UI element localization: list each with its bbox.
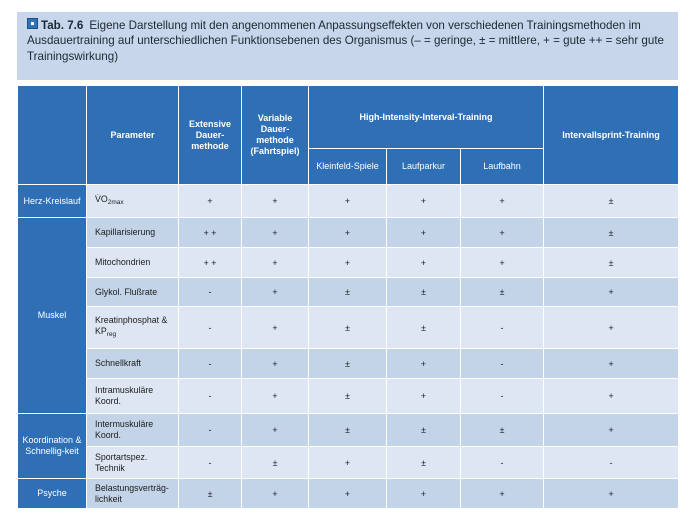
param-cell: Sportartspez. Technik	[87, 447, 179, 479]
header-extensive: Extensive Dauer-methode	[179, 86, 242, 185]
value-cell: -	[179, 447, 242, 479]
value-cell: ±	[309, 349, 387, 379]
header-parameter: Parameter	[87, 86, 179, 185]
group-psyche: Psyche	[18, 479, 87, 509]
value-cell: ±	[179, 479, 242, 509]
value-cell: -	[461, 307, 544, 349]
value-cell: -	[179, 379, 242, 414]
value-cell: +	[387, 248, 461, 278]
caption-label: Tab. 7.6	[41, 19, 84, 32]
param-cell: $V̇O_{2max}$	[87, 185, 179, 218]
value-cell: +	[544, 379, 679, 414]
value-cell: +	[461, 479, 544, 509]
value-cell: +	[461, 185, 544, 218]
caption-text: Eigene Darstellung mit den angenommenen Anpassungseffekten von verschiedenen Trainingsmethoden im Ausdauertraining auf unterschiedlichen Funktionsebenen des Organismus (– = geringe, ± = mittlere, + = gute ++ = sehr gute Trainingswirkung)	[27, 19, 664, 63]
value-cell: +	[387, 218, 461, 248]
value-cell: ±	[309, 414, 387, 447]
value-cell: -	[179, 349, 242, 379]
value-cell: +	[387, 379, 461, 414]
table-row	[18, 307, 679, 349]
param-cell: Intramuskuläre Koord.	[87, 379, 179, 414]
header-hiit-laufparkur: Laufparkur	[387, 149, 461, 185]
param-cell: Glykol. Flußrate	[87, 278, 179, 307]
value-cell: +	[387, 349, 461, 379]
header-hiit-laufbahn: Laufbahn	[461, 149, 544, 185]
table-row	[18, 447, 679, 479]
value-cell: +	[242, 278, 309, 307]
value-cell: -	[179, 278, 242, 307]
value-cell: -	[461, 349, 544, 379]
value-cell: -	[544, 447, 679, 479]
param-cell: Mitochondrien	[87, 248, 179, 278]
header-group-cell	[18, 86, 87, 185]
header-hiit-kleinfeld: Kleinfeld-Spiele	[309, 149, 387, 185]
value-cell: + +	[179, 218, 242, 248]
value-cell: ±	[387, 278, 461, 307]
value-cell: +	[242, 185, 309, 218]
value-cell: ±	[309, 379, 387, 414]
value-cell: ±	[461, 414, 544, 447]
value-cell: +	[242, 479, 309, 509]
value-cell: +	[179, 185, 242, 218]
value-cell: ±	[309, 278, 387, 307]
value-cell: +	[309, 479, 387, 509]
table-row	[18, 185, 679, 218]
value-cell: ±	[242, 447, 309, 479]
header-hiit: High-Intensity-Interval-Training	[309, 86, 544, 149]
value-cell: +	[309, 218, 387, 248]
value-cell: ±	[309, 307, 387, 349]
value-cell: ±	[387, 307, 461, 349]
value-cell: +	[242, 349, 309, 379]
value-cell: +	[544, 307, 679, 349]
value-cell: +	[309, 185, 387, 218]
group-muskel: Muskel	[18, 218, 87, 414]
value-cell: ±	[387, 447, 461, 479]
param-cell: Belastungsverträg-lichkeit	[87, 479, 179, 509]
header-variable: Variable Dauer-methode (Fahrtspiel)	[242, 86, 309, 185]
value-cell: + +	[179, 248, 242, 278]
value-cell: +	[309, 248, 387, 278]
table-marker-icon	[27, 18, 38, 29]
value-cell: +	[544, 278, 679, 307]
table-row	[18, 379, 679, 414]
value-cell: +	[242, 248, 309, 278]
param-cell: Kreatinphosphat & $KP_{reg}$	[87, 307, 179, 349]
table-caption	[17, 12, 678, 80]
training-methods-table	[17, 85, 679, 509]
value-cell: +	[544, 479, 679, 509]
value-cell: +	[242, 414, 309, 447]
value-cell: +	[309, 447, 387, 479]
value-cell: ±	[544, 248, 679, 278]
group-herz: Herz-Kreislauf	[18, 185, 87, 218]
value-cell: +	[544, 414, 679, 447]
value-cell: ±	[544, 218, 679, 248]
value-cell: -	[461, 379, 544, 414]
table-row	[18, 479, 679, 509]
value-cell: -	[179, 307, 242, 349]
value-cell: -	[461, 447, 544, 479]
value-cell: +	[242, 307, 309, 349]
table-row	[18, 349, 679, 379]
param-cell: Intermuskuläre Koord.	[87, 414, 179, 447]
table-row	[18, 414, 679, 447]
value-cell: ±	[461, 278, 544, 307]
value-cell: +	[544, 349, 679, 379]
value-cell: +	[387, 479, 461, 509]
value-cell: -	[179, 414, 242, 447]
param-cell: Schnellkraft	[87, 349, 179, 379]
value-cell: ±	[544, 185, 679, 218]
table-row	[18, 218, 679, 248]
value-cell: ±	[387, 414, 461, 447]
value-cell: +	[461, 248, 544, 278]
value-cell: +	[387, 185, 461, 218]
group-koordination: Koordination & Schnellig-keit	[18, 414, 87, 479]
table-row	[18, 278, 679, 307]
value-cell: +	[242, 218, 309, 248]
header-sprint: Intervallsprint-Training	[544, 86, 679, 185]
value-cell: +	[242, 379, 309, 414]
table-row	[18, 248, 679, 278]
param-cell: Kapillarisierung	[87, 218, 179, 248]
value-cell: +	[461, 218, 544, 248]
